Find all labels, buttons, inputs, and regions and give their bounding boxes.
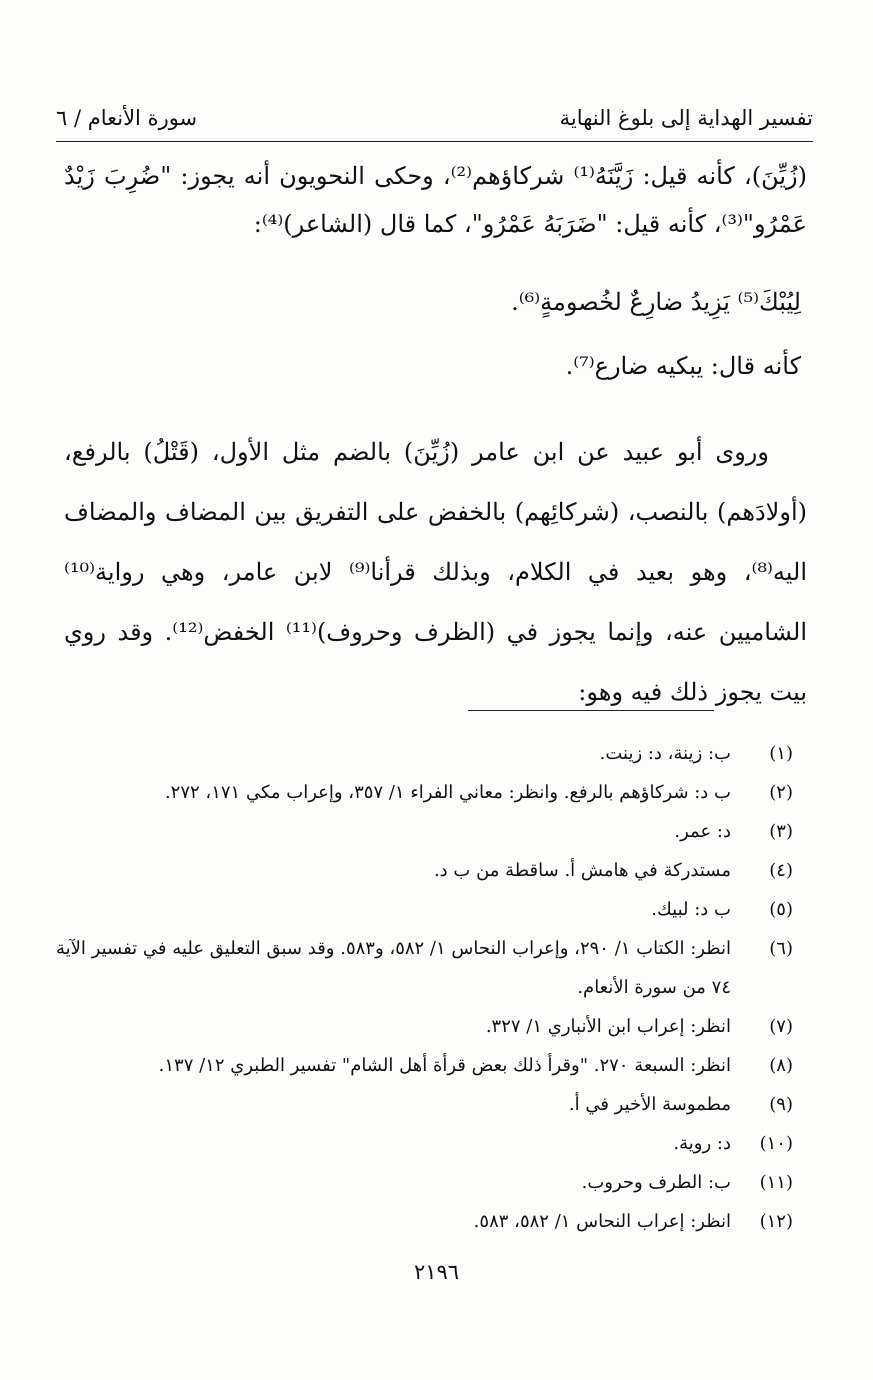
surah-page-label: سورة الأنعام / ٦ bbox=[56, 106, 198, 130]
footnote-5 bbox=[56, 890, 793, 929]
footnote-text: انظر: إعراب النحاس ١/ ٥٨٢، ٥٨٣. bbox=[473, 1211, 731, 1232]
footnote-number: (٦) bbox=[769, 938, 793, 959]
footnote-number: (٨) bbox=[769, 1055, 793, 1076]
main-text bbox=[64, 152, 807, 248]
footnote-1 bbox=[56, 734, 793, 773]
footnote-3 bbox=[56, 812, 793, 851]
footnote-7 bbox=[56, 1007, 793, 1046]
running-header bbox=[56, 100, 813, 140]
footnote-10 bbox=[56, 1124, 793, 1163]
header-divider bbox=[56, 141, 813, 142]
footnote-text: مستدركة في هامش أ. ساقطة من ب د. bbox=[433, 860, 731, 881]
footnote-number: (٧) bbox=[769, 1016, 793, 1037]
footnote-number: (٣) bbox=[769, 821, 793, 842]
footnote-text: ب: الطرف وحروب. bbox=[581, 1172, 731, 1193]
footnote-4 bbox=[56, 851, 793, 890]
footnote-text: د: عمر. bbox=[674, 821, 731, 842]
footnote-number: (٢) bbox=[769, 782, 793, 803]
footnote-divider bbox=[468, 710, 714, 711]
footnote-number: (١١) bbox=[759, 1172, 793, 1193]
book-title: تفسير الهداية إلى بلوغ النهاية bbox=[559, 106, 813, 130]
footnote-text: انظر: السبعة ٢٧٠. "وقرأ ذلك بعض قرأة أهل الشام" تفسير الطبري ١٢/ ١٣٧. bbox=[158, 1055, 731, 1076]
footnote-text: ب د: شركاؤهم بالرفع. وانظر: معاني الفراء ١/ ٣٥٧، وإعراب مكي ١٧١، ٢٧٢. bbox=[164, 782, 731, 803]
footnote-text: انظر: إعراب ابن الأنباري ١/ ٣٢٧. bbox=[485, 1016, 731, 1037]
footnote-8 bbox=[56, 1046, 793, 1085]
footnote-9 bbox=[56, 1085, 793, 1124]
footnote-number: (٤) bbox=[769, 860, 793, 881]
footnote-11 bbox=[56, 1163, 793, 1202]
footnote-number: (٩) bbox=[769, 1094, 793, 1115]
footnote-number: (٥) bbox=[769, 899, 793, 920]
footnote-2 bbox=[56, 773, 793, 812]
paragraph-1: (زُيِّنَ)، كأنه قيل: زَيَّنَهُ⁽¹⁾ شركاؤهم⁽²⁾، وحكى النحويون أنه يجوز: "ضُرِبَ زَيْدٌ عَمْرُو"⁽³⁾، كأنه قيل: "ضَرَبَهُ عَمْرُو"، كما قال (الشاعر)⁽⁴⁾: bbox=[64, 162, 807, 238]
footnote-text: مطموسة الأخير في أ. bbox=[568, 1094, 731, 1115]
footnote-number: (١) bbox=[769, 743, 793, 764]
footnote-number: (١٢) bbox=[759, 1211, 793, 1232]
footnote-text: ب د: لبيك. bbox=[651, 899, 731, 920]
verse-explanation: كأنه قال: يبكيه ضارع⁽⁷⁾. bbox=[565, 352, 801, 380]
footnote-text: انظر: الكتاب ١/ ٢٩٠، وإعراب النحاس ١/ ٥٨٢، و٥٨٣. وقد سبق التعليق عليه في تفسير الآية ٧٤ من سورة الأنعام. bbox=[56, 938, 731, 998]
footnote-12 bbox=[56, 1202, 793, 1241]
footnote-number: (١٠) bbox=[759, 1133, 793, 1154]
page-number: ٢١٩٦ bbox=[413, 1260, 460, 1284]
footnote-6 bbox=[56, 929, 793, 1007]
footnote-text: د: روية. bbox=[673, 1133, 731, 1154]
footnotes bbox=[56, 734, 793, 1241]
footnote-text: ب: زينة، د: زينت. bbox=[599, 743, 731, 764]
paragraph-2: وروى أبو عبيد عن ابن عامر (زُيِّنَ) بالضم مثل الأول، (قَتْلُ) بالرفع، (أولادَهم) بالنصب، (شركائِهم) بالخفض على التفريق بين المضاف والمضاف اليه⁽⁸⁾، وهو بعيد في الكلام، وبذلك قرأنا⁽⁹⁾ لابن عامر، وهي رواية⁽¹⁰⁾ الشاميين عنه، وإنما يجوز في (الظرف وحروف)⁽¹¹⁾ الخفض⁽¹²⁾. وقد روي بيت يجوز ذلك فيه وهو: bbox=[64, 438, 808, 706]
poetry-verse: لِيُبْكَ⁽⁵⁾ يَزِيدُ ضارِعٌ لخُصومةٍ⁽⁶⁾. bbox=[511, 288, 801, 316]
